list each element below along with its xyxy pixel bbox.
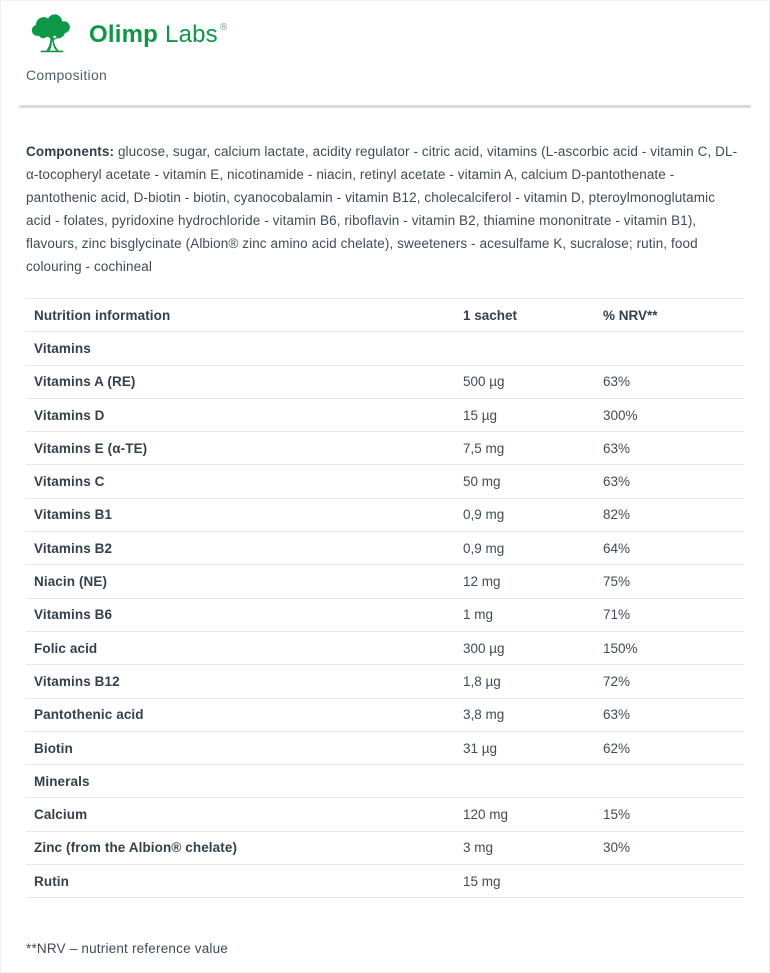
nutrient-name: Calcium xyxy=(34,807,88,823)
table-row xyxy=(26,499,744,532)
brand-logo xyxy=(26,13,744,57)
nutrient-name: Vitamins B1 xyxy=(34,507,113,523)
nutrient-amount: 15 mg xyxy=(463,873,501,889)
table-header-row xyxy=(26,299,744,332)
table-row xyxy=(26,865,744,898)
nutrient-name: Biotin xyxy=(34,740,73,756)
nutrient-amount: 300 µg xyxy=(463,640,505,656)
nutrient-name: Vitamins B2 xyxy=(34,540,113,556)
nutrient-name: Vitamins B6 xyxy=(34,607,113,623)
nutrient-name: Vitamins A (RE) xyxy=(34,374,136,390)
nutrient-nrv-percent: 30% xyxy=(603,840,631,856)
registered-trademark-mark: ® xyxy=(219,21,228,33)
nutrient-name: Pantothenic acid xyxy=(34,707,144,723)
nutrient-nrv-percent: 150% xyxy=(603,640,638,656)
nutrient-name: Folic acid xyxy=(34,640,98,656)
table-row xyxy=(26,632,744,665)
nutrient-nrv-percent: 15% xyxy=(603,807,631,823)
nutrient-name: Niacin (NE) xyxy=(34,574,108,590)
brand-name-secondary: Labs xyxy=(165,20,218,48)
nutrient-name: Vitamins D xyxy=(34,407,105,423)
table-section-row xyxy=(26,332,744,365)
nutrient-nrv-percent: 72% xyxy=(603,673,631,689)
nutrient-name: Vitamins B12 xyxy=(34,673,120,689)
brand-wordmark xyxy=(89,21,227,50)
nutrient-amount: 31 µg xyxy=(463,740,498,756)
nutrient-amount: 0,9 mg xyxy=(463,540,505,556)
column-header-1-sachet: 1 sachet xyxy=(463,307,518,323)
table-row xyxy=(26,366,744,399)
header-divider xyxy=(19,105,751,108)
nutrient-nrv-percent: 300% xyxy=(603,407,638,423)
nutrient-name: Rutin xyxy=(34,873,69,889)
table-row xyxy=(26,699,744,732)
nutrient-amount: 1 mg xyxy=(463,607,494,623)
nutrient-amount: 50 mg xyxy=(463,474,501,490)
nutrient-nrv-percent: 63% xyxy=(603,374,631,390)
table-row xyxy=(26,565,744,598)
table-row xyxy=(26,399,744,432)
nutrient-nrv-percent: 62% xyxy=(603,740,631,756)
nutrition-table-body xyxy=(26,332,744,898)
table-row xyxy=(26,432,744,465)
brand-name-primary: Olimp xyxy=(89,20,159,48)
table-section-row xyxy=(26,765,744,798)
nutrient-amount: 7,5 mg xyxy=(463,440,505,456)
column-header-nrv: % NRV** xyxy=(603,307,658,323)
nutrient-amount: 3,8 mg xyxy=(463,707,505,723)
section-title: Composition xyxy=(26,67,108,83)
components-label: Components: xyxy=(26,144,115,159)
nutrient-amount: 3 mg xyxy=(463,840,494,856)
nutrient-amount: 1,8 µg xyxy=(463,673,501,689)
nutrient-nrv-percent: 82% xyxy=(603,507,631,523)
nutrient-nrv-percent: 63% xyxy=(603,707,631,723)
nutrient-amount: 0,9 mg xyxy=(463,507,505,523)
nutrient-amount: 120 mg xyxy=(463,807,509,823)
table-row xyxy=(26,832,744,865)
nutrition-table xyxy=(26,298,744,898)
nutrient-name: Minerals xyxy=(34,773,90,789)
nutrient-name: Zinc (from the Albion® chelate) xyxy=(34,840,238,856)
table-row xyxy=(26,798,744,831)
table-row xyxy=(26,665,744,698)
table-row xyxy=(26,532,744,565)
column-header-nutrition-information: Nutrition information xyxy=(34,307,171,323)
nrv-footnote: **NRV – nutrient reference value xyxy=(26,941,229,957)
nutrient-nrv-percent: 75% xyxy=(603,574,631,590)
nutrient-name: Vitamins E (α-TE) xyxy=(34,440,148,456)
table-row xyxy=(26,465,744,498)
nutrient-name: Vitamins xyxy=(34,340,91,356)
page-header xyxy=(1,1,769,83)
tree-icon xyxy=(26,13,78,57)
table-row xyxy=(26,599,744,632)
nutrient-amount: 15 µg xyxy=(463,407,498,423)
nutrient-amount: 12 mg xyxy=(463,574,501,590)
nutrient-nrv-percent: 64% xyxy=(603,540,631,556)
nutrient-nrv-percent: 63% xyxy=(603,440,631,456)
components-paragraph xyxy=(26,140,744,278)
nutrient-name: Vitamins C xyxy=(34,474,105,490)
nutrient-nrv-percent: 63% xyxy=(603,474,631,490)
components-text: glucose, sugar, calcium lactate, acidity regulator - citric acid, vitamins (L-ascorbic acid - vitamin C, DL-α-tocopheryl acetate - vitamin E, nicotinamide - niacin, retinyl acetate - vitamin A, calcium D-pantothenate - pantothenic acid, D-biotin - biotin, cyanocobalamin - vitamin B12, cholecalciferol - vitamin D, pteroylmonoglutamic acid - folates, pyridoxine hydrochloride - vitamin B6, riboflavin - vitamin B2, thiamine mononitrate - vitamin B1), flavours, zinc bisglycinate (Albion® zinc amino acid chelate), sweeteners - acesulfame K, sucralose; rutin, food colouring - cochineal xyxy=(26,144,738,274)
nutrient-amount: 500 µg xyxy=(463,374,505,390)
table-row xyxy=(26,732,744,765)
nutrient-nrv-percent: 71% xyxy=(603,607,631,623)
